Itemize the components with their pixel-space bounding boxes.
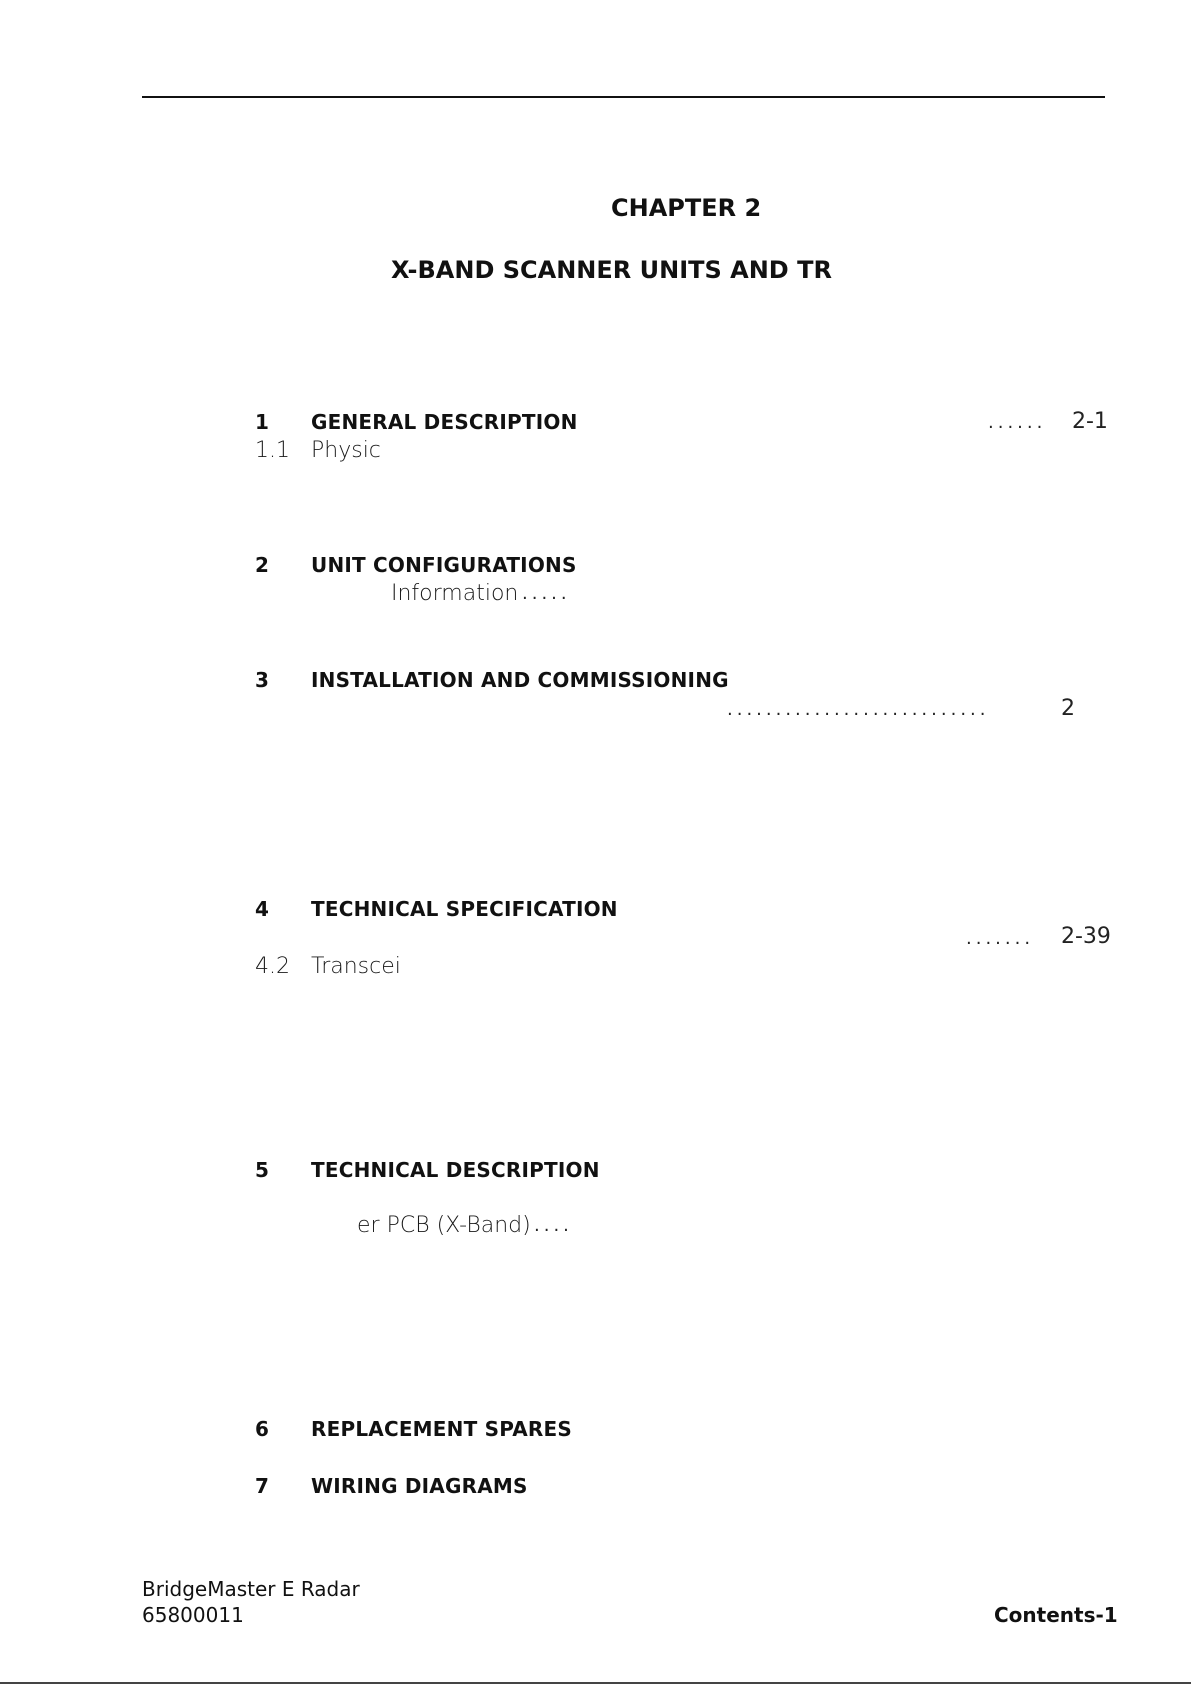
chapter-heading: CHAPTER 2 (611, 194, 762, 222)
section-7-number: 7 (255, 1474, 269, 1498)
footer-document-number: 65800011 (142, 1603, 244, 1627)
section-2-number: 2 (255, 553, 269, 577)
entry-pcb-title[interactable]: er PCB (X-Band) (357, 1213, 531, 1238)
section-4-entry-page[interactable]: 2-39 (1061, 924, 1111, 949)
section-4-number: 4 (255, 897, 269, 921)
section-3-title[interactable]: INSTALLATION AND COMMISSIONING (311, 668, 729, 692)
page-bottom-edge (0, 1682, 1191, 1684)
entry-4-2-title[interactable]: Transcei (311, 954, 401, 979)
section-4-title[interactable]: TECHNICAL SPECIFICATION (311, 897, 618, 921)
section-1-title[interactable]: GENERAL DESCRIPTION (311, 410, 578, 434)
entry-4-2-number: 4.2 (255, 954, 290, 979)
section-6-number: 6 (255, 1417, 269, 1441)
chapter-title: X-BAND SCANNER UNITS AND TR (391, 256, 832, 284)
section-2-title[interactable]: UNIT CONFIGURATIONS (311, 553, 577, 577)
entry-information-leader-dots: ..... (522, 583, 571, 604)
section-4-entry-leader-dots: ....... (966, 928, 1035, 949)
section-6-title[interactable]: REPLACEMENT SPARES (311, 1417, 572, 1441)
section-5-number: 5 (255, 1158, 269, 1182)
footer-product-name: BridgeMaster E Radar (142, 1577, 360, 1601)
section-7-title[interactable]: WIRING DIAGRAMS (311, 1474, 528, 1498)
section-1-number: 1 (255, 410, 269, 434)
footer-page-label: Contents-1 (994, 1603, 1118, 1627)
section-3-number: 3 (255, 668, 269, 692)
section-3-entry-page[interactable]: 2 (1061, 696, 1075, 721)
entry-1-1-number: 1.1 (255, 438, 290, 463)
entry-information-title[interactable]: Information (391, 581, 519, 606)
header-rule (142, 96, 1105, 98)
section-5-title[interactable]: TECHNICAL DESCRIPTION (311, 1158, 600, 1182)
entry-1-1-title[interactable]: Physic (311, 438, 381, 463)
entry-pcb-leader-dots: .... (534, 1215, 573, 1236)
section-3-entry-leader-dots: ........................... (727, 699, 990, 720)
section-1-page[interactable]: 2-1 (1072, 409, 1108, 434)
section-1-leader-dots: ...... (988, 412, 1047, 433)
